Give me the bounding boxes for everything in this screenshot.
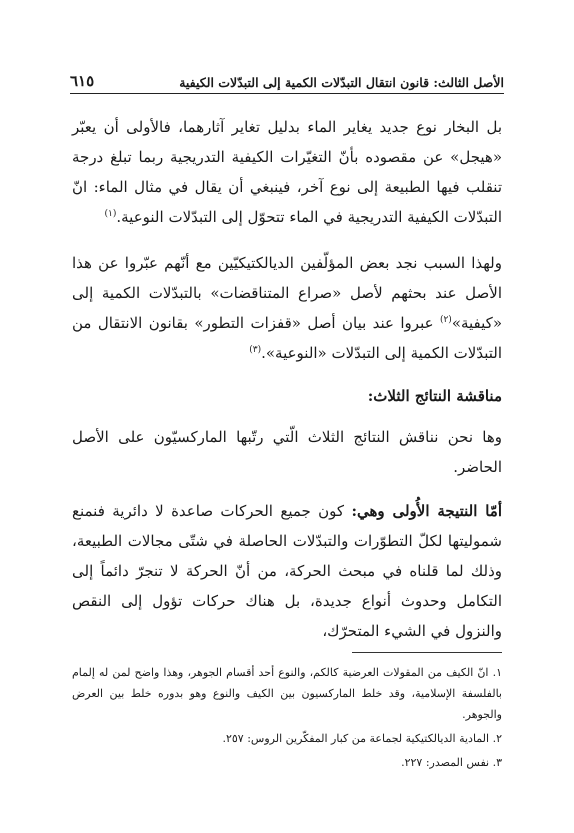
paragraph-3: وها نحن نناقش النتائج الثلاث الّتي رتّبها الماركسيّون على الأصل الحاضر. bbox=[72, 428, 502, 476]
paragraph-1-text: بل البخار نوع جديد يغاير الماء بدليل تغاير آثارهما، فالأولى أن يعبّر «هيجل» عن مقصوده بأنّ التغيّرات الكيفية التدريجية ربما تبلغ درجة تنقلب فيها الطبيعة إلى نوع آخر، فينبغي أن يقال في مثال الماء: انّ التبدّلات الكيفية التدريجية في الماء تتحوّل إلى التبدّلات النوعية. bbox=[72, 118, 502, 226]
section-heading: مناقشة النتائج الثلاث: bbox=[367, 387, 502, 405]
main-text bbox=[72, 112, 502, 660]
paragraph-4-lead: أمّا النتيجة الأُولى وهي: bbox=[351, 502, 502, 520]
footnote-text: انّ الكيف من المقولات العرضية كالكم، والنوع أحد أقسام الجوهر، وهذا واضح لمن له إلمام بالفلسفة الإسلامية، وقد خلط الماركسيون بين الكيف والنوع وهو بدوره خلط بين العرض والجوهر. bbox=[72, 666, 502, 721]
paragraph-4 bbox=[72, 496, 502, 646]
footnote-number: ٢. bbox=[492, 732, 502, 745]
footnote-1 bbox=[72, 662, 502, 725]
footnote-text: نفس المصدر: ٢٢٧. bbox=[401, 756, 490, 769]
footnote-divider bbox=[352, 652, 502, 653]
paragraph-4-text: كون جميع الحركات صاعدة لا دائرية فنمنع شموليتها لكلّ التطوّرات والتبدّلات الحاصلة في شتّى مجالات الطبيعة، وذلك لما قلناه في مبحث الحركة، من أنّ الحركة لا تنجرّ دائماً إلى التكامل وحدوث أنواع جديدة، بل هناك حركات تؤول إلى النقص والنزول في الشيء المتحرّك، bbox=[72, 502, 502, 640]
footnote-ref-1[interactable]: (١) bbox=[104, 209, 117, 219]
paragraph-2-text-a: ولهذا السبب نجد بعض المؤلّفين الديالكتيكيّين مع أنّهم عبّروا عن هذا الأصل عند بحثهم لأصل «صراع المتناقضات» بالتبدّلات الكمية إلى «كيفية» bbox=[72, 254, 502, 332]
paragraph-2-text-b: عبروا عند بيان أصل «قفزات التطور» بقانون الانتقال من التبدّلات الكمية إلى التبدّلات «النوعية». bbox=[72, 314, 502, 362]
page-number: ٦١٥ bbox=[70, 72, 95, 90]
paragraph-1 bbox=[72, 112, 502, 232]
footnote-number: ٣. bbox=[492, 756, 502, 769]
footnotes bbox=[72, 662, 502, 776]
paragraph-2 bbox=[72, 248, 502, 368]
footnote-ref-2[interactable]: (٢) bbox=[439, 315, 452, 325]
footnote-2 bbox=[72, 728, 502, 749]
footnote-text: المادية الديالكتيكية لجماعة من كبار المفكّرين الروس: ٢٥٧. bbox=[222, 732, 490, 745]
chapter-title: الأصل الثالث: قانون انتقال التبدّلات الكمية إلى التبدّلات الكيفية bbox=[179, 75, 504, 90]
footnote-number: ١. bbox=[492, 666, 502, 679]
running-header bbox=[70, 66, 504, 94]
footnote-ref-3[interactable]: (٣) bbox=[249, 345, 262, 355]
footnote-3 bbox=[72, 752, 502, 773]
